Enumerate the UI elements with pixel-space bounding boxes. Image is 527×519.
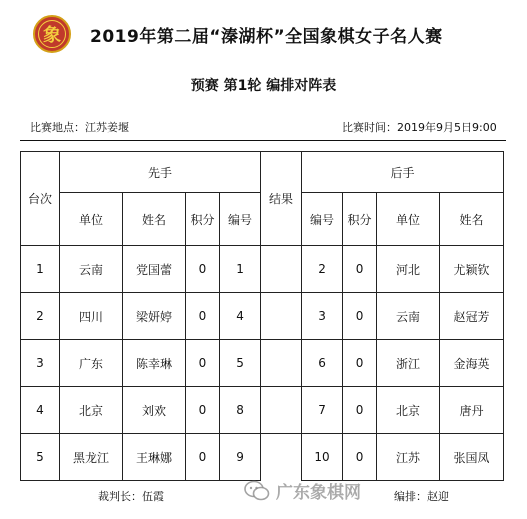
name-second-cell: 尤颖钦 — [440, 246, 504, 293]
points-second-cell: 0 — [343, 434, 377, 481]
points-second-cell: 0 — [343, 387, 377, 434]
unit-second-cell: 江苏 — [377, 434, 440, 481]
number-first-cell: 5 — [220, 340, 261, 387]
header-number-second: 编号 — [302, 193, 343, 246]
number-first-cell: 8 — [220, 387, 261, 434]
header-row-groups — [21, 152, 504, 193]
points-first-cell: 0 — [186, 293, 220, 340]
number-first-cell: 9 — [220, 434, 261, 481]
result-cell — [261, 246, 302, 293]
unit-first-cell: 广东 — [60, 340, 123, 387]
unit-first-cell: 云南 — [60, 246, 123, 293]
points-second-cell: 0 — [343, 340, 377, 387]
header-points-first: 积分 — [186, 193, 220, 246]
name-second-cell: 唐丹 — [440, 387, 504, 434]
header-number-first: 编号 — [220, 193, 261, 246]
name-second-cell: 金海英 — [440, 340, 504, 387]
round-cell: 1 — [21, 246, 60, 293]
result-cell — [261, 340, 302, 387]
number-second-cell: 2 — [302, 246, 343, 293]
pairing-table — [20, 151, 504, 481]
points-first-cell: 0 — [186, 387, 220, 434]
watermark-text: 广东象棋网 — [276, 483, 361, 503]
table-row — [21, 387, 504, 434]
points-second-cell: 0 — [343, 293, 377, 340]
table-row — [21, 293, 504, 340]
points-first-cell: 0 — [186, 246, 220, 293]
number-second-cell: 6 — [302, 340, 343, 387]
name-first-cell: 王琳娜 — [123, 434, 186, 481]
table-row — [21, 340, 504, 387]
unit-second-cell: 浙江 — [377, 340, 440, 387]
event-logo — [33, 15, 71, 53]
header-points-second: 积分 — [343, 193, 377, 246]
points-second-cell: 0 — [343, 246, 377, 293]
wechat-icon — [244, 480, 270, 502]
name-first-cell: 刘欢 — [123, 387, 186, 434]
header-second-player: 后手 — [302, 152, 504, 193]
header-unit-first: 单位 — [60, 193, 123, 246]
round-cell: 5 — [21, 434, 60, 481]
header-unit-second: 单位 — [377, 193, 440, 246]
logo-glyph: 象 — [43, 25, 61, 46]
points-first-cell: 0 — [186, 340, 220, 387]
number-second-cell: 7 — [302, 387, 343, 434]
watermark — [244, 478, 361, 503]
page-title: 2019年第二届“溱湖杯”全国象棋女子名人赛 — [90, 27, 443, 47]
logo-ring — [38, 20, 66, 48]
header-round: 台次 — [21, 152, 60, 246]
unit-second-cell: 北京 — [377, 387, 440, 434]
name-first-cell: 党国蕾 — [123, 246, 186, 293]
result-cell — [261, 293, 302, 340]
unit-second-cell: 河北 — [377, 246, 440, 293]
number-first-cell: 4 — [220, 293, 261, 340]
editor-text: 编排：赵迎 — [394, 490, 449, 503]
name-second-cell: 赵冠芳 — [440, 293, 504, 340]
number-first-cell: 1 — [220, 246, 261, 293]
table-row — [21, 434, 504, 481]
unit-first-cell: 四川 — [60, 293, 123, 340]
header-name-second: 姓名 — [440, 193, 504, 246]
table-row — [21, 246, 504, 293]
name-second-cell: 张国凤 — [440, 434, 504, 481]
round-cell: 4 — [21, 387, 60, 434]
page-subtitle: 预赛 第1轮 编排对阵表 — [190, 78, 337, 94]
round-cell: 2 — [21, 293, 60, 340]
header-divider — [20, 140, 506, 141]
unit-second-cell: 云南 — [377, 293, 440, 340]
name-first-cell: 陈幸琳 — [123, 340, 186, 387]
venue-text: 比赛地点：江苏姜堰 — [30, 121, 129, 134]
round-cell: 3 — [21, 340, 60, 387]
unit-first-cell: 北京 — [60, 387, 123, 434]
name-first-cell: 梁妍婷 — [123, 293, 186, 340]
header-first-player: 先手 — [60, 152, 261, 193]
number-second-cell: 10 — [302, 434, 343, 481]
unit-first-cell: 黑龙江 — [60, 434, 123, 481]
time-text: 比赛时间：2019年9月5日9:00 — [342, 121, 497, 134]
header-result: 结果 — [261, 152, 302, 246]
result-cell — [261, 434, 302, 481]
result-cell — [261, 387, 302, 434]
referee-text: 裁判长：伍霞 — [98, 490, 164, 503]
number-second-cell: 3 — [302, 293, 343, 340]
points-first-cell: 0 — [186, 434, 220, 481]
header-name-first: 姓名 — [123, 193, 186, 246]
